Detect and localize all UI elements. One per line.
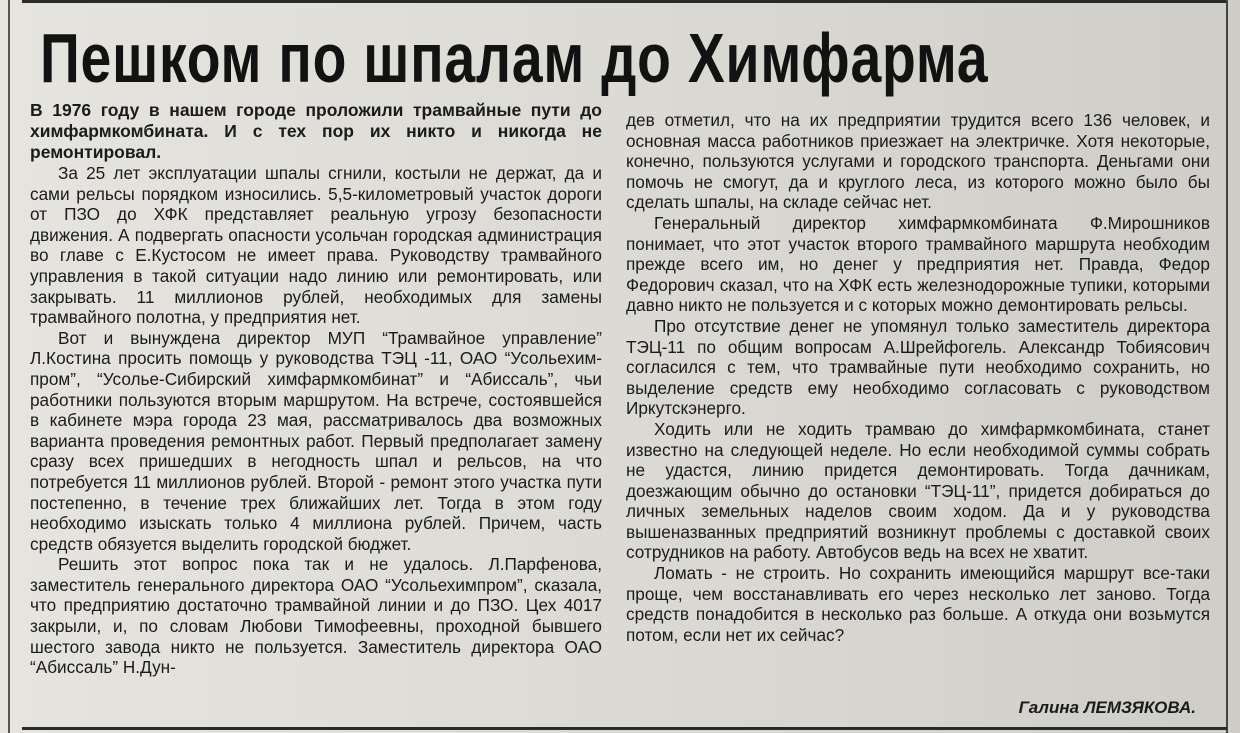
paragraph: За 25 лет эксплуатации шпалы сгнили, костыли не держат, да и сами рельсы порядком износились. 5,5-километровый участок дороги от ПЗО до ХФК представляет реальную угрозу безопасности движения. А подвергать опасности усольчан городская администрация во главе с Е.Кустосом не имеет права. Руководству трамвайного управления в такой ситуации надо линию или ремонтировать, или закрывать. 11 миллионов рублей, необходимых для замены трамвайного полотна, у предприятия нет. (30, 163, 602, 328)
paragraph: Генеральный директор химфармкомбината Ф.Мирошников понимает, что этот участок второго трамвайного маршрута необходим прежде всего им, но денег у предприятия нет. Правда, Федор Федорович сказал, что на ХФК есть железнодорожные тупики, которыми давно никто не пользуется и с которых можно демонтировать рельсы. (626, 212, 1210, 316)
author-signature: Галина ЛЕМЗЯКОВА. (1018, 698, 1196, 717)
paragraph: Вот и вынуждена директор МУП “Трамвайное управление” Л.Костина просить помощь у руководства ТЭЦ -11, ОАО “Усольехим-пром”, “Усолье-Сибирский химфармкомбинат” и “Абиссаль”, чьи работники пользуются вторым маршрутом. На встрече, состоявшейся в кабинете мэра города 23 мая, рассматривалось два возможных варианта проведения ремонтных работ. Первый предполагает замену сразу всех пришедших в негодность шпал и рельсов, на что потребуется 11 миллионов рублей. Второй - ремонт этого участка пути постепенно, в течение трех ближайших лет. Тогда в этом году необходимо изыскать только 4 миллиона рублей. Причем, часть средств обязуется выделить городской бюджет. (30, 327, 602, 554)
bottom-rule (22, 727, 1227, 730)
left-column (30, 100, 602, 678)
paragraph: Ломать - не строить. Но сохранить имеющийся маршрут все-таки проще, чем восстанавливать его через несколько лет заново. Тогда средств понадобится в несколько раз больше. А откуда они возьмутся потом, если нет их сейчас? (626, 563, 1210, 645)
paragraph: Ходить или не ходить трамваю до химфармкомбината, станет известно на следующей неделе. Но если необходимой суммы собрать не удастся, линию придется демонтировать. Тогда дачникам, доезжающим обычно до остановки “ТЭЦ-11”, придется добираться до личных земельных наделов своим ходом. Да и у руководства вышеназванных предприятий возникнут проблемы с доставкой своих сотрудников на работу. Автобусов ведь на всех не хватит. (626, 418, 1210, 563)
right-column (626, 110, 1210, 645)
article-lead: В 1976 году в нашем городе проложили трамвайные пути до химфармкомбината. И с тех пор их никто и никогда не ремонтировал. (30, 100, 602, 162)
paragraph: Решить этот вопрос пока так и не удалось. Л.Парфенова, заместитель генерального директора ОАО “Усольехимпром”, сказала, что предприятию достаточно трамвайной линии и до ПЗО. Цех 4017 закрыли, и, по словам Любови Тимофеевны, проходной бывшего шестого завода никто не пользуется. Заместитель директора ОАО “Абиссаль” Н.Дун- (30, 554, 602, 678)
paragraph: дев отметил, что на их предприятии трудится всего 136 человек, и основная масса работников приезжает на электричке. Хотя некоторые, конечно, пользуются услугами и городского транспорта. Деньгами они помочь не смогут, да и круглого леса, из которого можно было бы сделать шпалы, на складе сейчас нет. (626, 110, 1210, 213)
paragraph: Про отсутствие денег не упомянул только заместитель директора ТЭЦ-11 по общим вопросам А.Шрейфогель. Александр Тобиясович согласился с тем, что трамвайные пути необходимо сохранить, но выделение средств ему необходимо согласовать с руководством Иркутскэнерго. (626, 315, 1210, 419)
article-headline: Пешком по шпалам до Химфарма (40, 19, 989, 97)
left-rule (8, 0, 10, 733)
right-rule (1226, 0, 1228, 733)
top-rule (22, 0, 1227, 3)
